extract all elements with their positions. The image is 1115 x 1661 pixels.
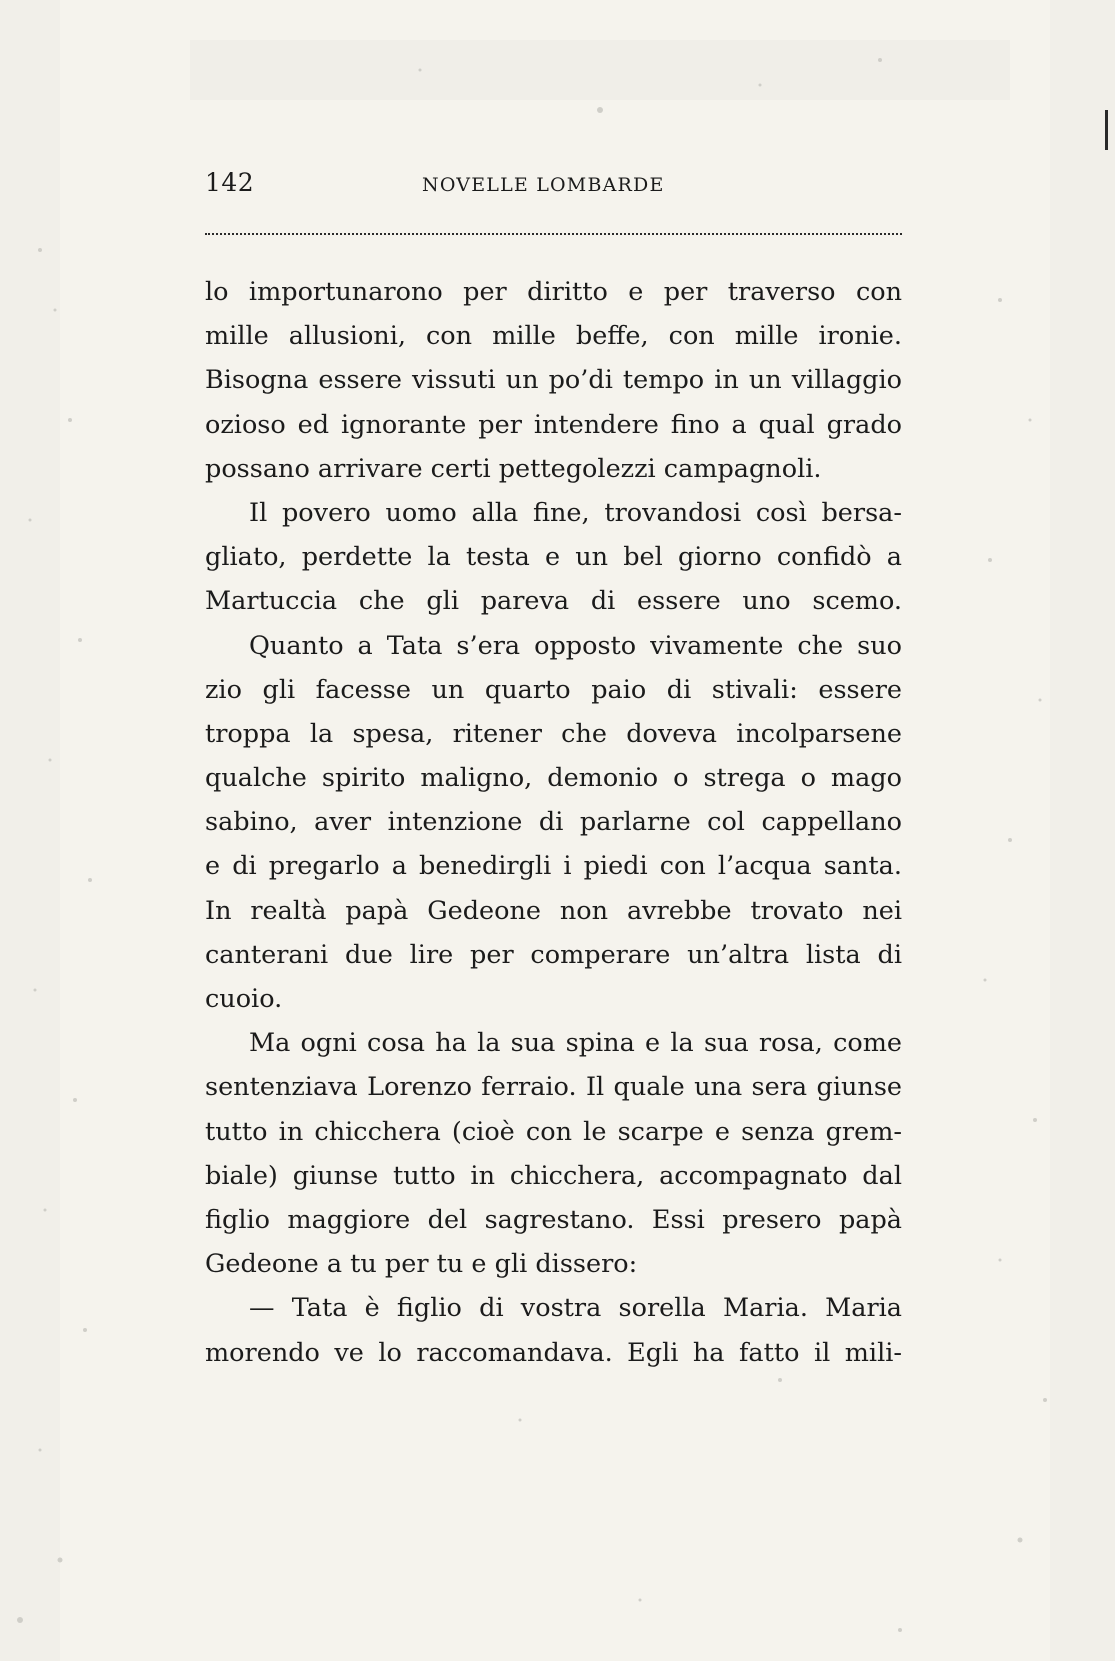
text-line: biale) giunse tutto in chicchera, accompagnato dal xyxy=(205,1160,902,1191)
text-line: sabino, aver intenzione di parlarne col cappellano xyxy=(205,807,902,838)
text-line: zio gli facesse un quarto paio di stivali: essere xyxy=(205,674,902,705)
text-line: troppa la spesa, ritener che doveva incolparsene xyxy=(205,718,902,749)
body-text xyxy=(205,270,902,1375)
text-line: Quanto a Tata s’era opposto vivamente che suo xyxy=(249,630,902,661)
text-line: canterani due lire per comperare un’altra lista di xyxy=(205,939,902,970)
text-line: — Tata è figlio di vostra sorella Maria. Maria xyxy=(249,1293,902,1324)
text-line: gliato, perdette la testa e un bel giorno confidò a xyxy=(205,542,902,573)
text-line: Il povero uomo alla fine, trovandosi così bersa- xyxy=(249,497,902,528)
text-line: lo importunarono per diritto e per traverso con xyxy=(205,277,902,307)
header-rule xyxy=(205,233,902,235)
page-number: 142 xyxy=(205,168,255,197)
text-line: mille allusioni, con mille beffe, con mille ironie. xyxy=(205,321,902,352)
text-line: qualche spirito maligno, demonio o strega o mago xyxy=(205,763,902,794)
text-line: sentenziava Lorenzo ferraio. Il quale una sera giunse xyxy=(205,1072,902,1103)
text-line: possano arrivare certi pettegolezzi campagnoli. xyxy=(205,453,822,484)
text-line: Ma ogni cosa ha la sua spina e la sua rosa, come xyxy=(249,1028,902,1059)
text-line: morendo ve lo raccomandava. Egli ha fatto il mili- xyxy=(205,1337,902,1368)
text-line: tutto in chicchera (cioè con le scarpe e senza grem- xyxy=(205,1116,902,1147)
page-header xyxy=(205,168,905,208)
text-line: In realtà papà Gedeone non avrebbe trovato nei xyxy=(205,895,902,926)
running-title: NOVELLE LOMBARDE xyxy=(422,174,665,196)
text-line: ozioso ed ignorante per intendere fino a qual grado xyxy=(205,409,902,440)
text-line: figlio maggiore del sagrestano. Essi presero papà xyxy=(205,1204,902,1235)
text-line: cuoio. xyxy=(205,984,283,1014)
text-line: Gedeone a tu per tu e gli dissero: xyxy=(205,1249,638,1280)
text-line: Martuccia che gli pareva di essere uno scemo. xyxy=(205,586,902,617)
text-line: Bisogna essere vissuti un po’di tempo in un villaggio xyxy=(205,365,902,396)
text-line: e di pregarlo a benedirgli i piedi con l’acqua santa. xyxy=(205,851,902,882)
